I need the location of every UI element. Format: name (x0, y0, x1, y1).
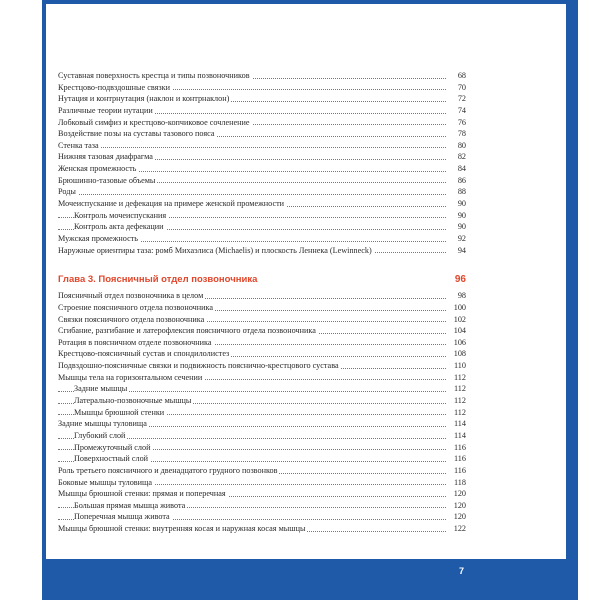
toc-entry-title: Роль третьего поясничного и двенадцатого грудного позвонков (58, 465, 278, 475)
toc-entry-title: Подвздошно-поясничные связки и подвижность пояснично-крестцового сустава (58, 361, 339, 371)
toc-entry-title: Строение поясничного отдела позвоночника (58, 302, 214, 312)
toc-entry-page: 76 (457, 117, 466, 127)
toc-entry-page: 106 (453, 337, 466, 347)
toc-entry[interactable] (58, 360, 466, 372)
toc-entry-page: 112 (454, 407, 466, 417)
toc-entry-page: 90 (457, 222, 466, 232)
toc-entry-page: 98 (457, 291, 466, 301)
toc-entry-page: 100 (453, 302, 466, 312)
toc-entry-title: Ротация в поясничном отделе позвоночника (58, 337, 212, 347)
toc-entry-title: Контроль акта дефекации (74, 222, 164, 232)
toc-entry-page: 116 (454, 442, 466, 452)
toc-entry-page: 70 (457, 82, 466, 92)
toc-entry-page: 90 (457, 210, 466, 220)
toc-entry-page: 104 (453, 326, 466, 336)
toc-entry-title: Боковые мышцы туловища (58, 477, 152, 487)
toc-entry-title: Женская промежность (58, 164, 137, 174)
toc-entry[interactable] (58, 82, 466, 94)
toc-entry-page: 94 (457, 245, 466, 255)
toc-entry-page: 82 (457, 152, 466, 162)
toc-entry-page: 114 (454, 430, 466, 440)
toc-entry-page: 120 (453, 500, 466, 510)
toc-entry-page: 72 (457, 94, 466, 104)
toc-entry-page: 102 (453, 314, 466, 324)
toc-entry-page: 122 (453, 524, 466, 534)
toc-subentry[interactable] (58, 210, 466, 222)
toc-entry-title: Крестцово-поясничный сустав и спондилолистез (58, 349, 230, 359)
toc-entry-page: 74 (457, 105, 466, 115)
toc-entry[interactable] (58, 372, 466, 384)
toc-entry-title: Нижняя тазовая диафрагма (58, 152, 153, 162)
toc-entry-title: Поясничный отдел позвоночника в целом (58, 291, 204, 301)
toc-entry-title: Глубокий слой (74, 430, 126, 440)
toc-entry-title: Лобковый симфиз и крестцово-копчиковое сочленение (58, 117, 250, 127)
toc-entry-page: 110 (454, 361, 466, 371)
toc-entry[interactable] (58, 418, 466, 430)
toc-entry-title: Брюшинно-тазовые объемы (58, 175, 156, 185)
toc-subentry[interactable] (58, 511, 466, 523)
toc-entry-page: 116 (454, 454, 466, 464)
toc-entry-title: Крестцово-подвздошные связки (58, 82, 170, 92)
toc-entry-page: 120 (453, 512, 466, 522)
table-of-contents (58, 70, 466, 535)
toc-entry-page: 118 (454, 477, 466, 487)
toc-entry[interactable] (58, 175, 466, 187)
toc-entry-page: 120 (453, 489, 466, 499)
toc-entry-title: Мочеиспускание и дефекация на примере женской промежности (58, 199, 285, 209)
toc-subentry[interactable] (58, 395, 466, 407)
toc-subentry[interactable] (58, 383, 466, 395)
toc-entry-page: 112 (454, 372, 466, 382)
toc-entry[interactable] (58, 477, 466, 489)
toc-entry[interactable] (58, 337, 466, 349)
toc-subentry[interactable] (58, 407, 466, 419)
toc-entry[interactable] (58, 245, 466, 257)
toc-entry-page: 108 (453, 349, 466, 359)
toc-entry-title: Наружные ориентиры таза: ромб Михаэлиса (Michaelis) и плоскость Леннека (Lewinneck) (58, 245, 372, 255)
toc-entry-title: Сгибание, разгибание и латерофлексия поясничного отдела позвоночника (58, 326, 316, 336)
toc-entry-page: 112 (454, 384, 466, 394)
toc-subentry[interactable] (58, 442, 466, 454)
toc-entry[interactable] (58, 233, 466, 245)
toc-entry[interactable] (58, 151, 466, 163)
toc-entry[interactable] (58, 348, 466, 360)
toc-entry-title: Мышцы брюшной стенки (74, 407, 165, 417)
toc-entry-title: Различные теории нутации (58, 105, 153, 115)
toc-entry-page: 88 (457, 187, 466, 197)
toc-entry[interactable] (58, 70, 466, 82)
toc-entry-page: 90 (457, 199, 466, 209)
toc-entry-title: Суставная поверхность крестца и типы позвоночников (58, 71, 250, 80)
chapter-heading[interactable] (58, 272, 466, 288)
toc-entry-title: Мышцы тела на горизонтальном сечении (58, 372, 203, 382)
toc-entry-title: Мышцы брюшной стенки: внутренняя косая и наружная косая мышцы (58, 524, 306, 534)
toc-entry-page: 78 (457, 129, 466, 139)
toc-entry-title: Воздействие позы на суставы тазового пояса (58, 129, 215, 139)
toc-entry-page: 86 (457, 175, 466, 185)
toc-entry[interactable] (58, 128, 466, 140)
toc-entry-title: Задние мышцы туловища (58, 419, 147, 429)
toc-entry[interactable] (58, 302, 466, 314)
toc-entry[interactable] (58, 523, 466, 535)
toc-entry[interactable] (58, 488, 466, 500)
toc-entry-title: Поверхностный слой (74, 454, 149, 464)
toc-entry-page: 116 (454, 465, 466, 475)
toc-entry-page: 92 (457, 233, 466, 243)
toc-entry-title: Мужская промежность (58, 233, 139, 243)
toc-entry[interactable] (58, 465, 466, 477)
chapter-page: 96 (454, 274, 466, 286)
toc-subentry[interactable] (58, 453, 466, 465)
toc-entry-page: 80 (457, 140, 466, 150)
toc-entry-page: 112 (454, 396, 466, 406)
toc-entry[interactable] (58, 93, 466, 105)
toc-entry[interactable] (58, 198, 466, 210)
toc-entry[interactable] (58, 314, 466, 326)
toc-entry[interactable] (58, 140, 466, 152)
toc-subentry[interactable] (58, 500, 466, 512)
toc-entry[interactable] (58, 117, 466, 129)
toc-entry-page: 84 (457, 164, 466, 174)
toc-entry[interactable] (58, 325, 466, 337)
toc-entry-title: Поперечная мышца живота (74, 512, 170, 522)
toc-entry[interactable] (58, 105, 466, 117)
toc-entry-title: Контроль мочеиспускания (74, 210, 167, 220)
toc-entry-title: Связки поясничного отдела позвоночника (58, 314, 205, 324)
toc-entry[interactable] (58, 186, 466, 198)
toc-entry-title: Роды (58, 187, 76, 197)
toc-entry-title: Задние мышцы (74, 384, 128, 394)
toc-entry[interactable] (58, 290, 466, 302)
toc-entry-title: Нутация и контрнутация (наклон и контрнаклон) (58, 94, 230, 104)
toc-entry-title: Стенка таза (58, 140, 99, 150)
toc-entry-title: Мышцы брюшной стенки: прямая и поперечная (58, 489, 226, 499)
page-number: 7 (459, 566, 465, 576)
toc-subentry[interactable] (58, 221, 466, 233)
toc-entry-title: Промежуточный слой (74, 442, 151, 452)
toc-entry-title: Большая прямая мышца живота (74, 500, 186, 510)
toc-entry-page: 114 (454, 419, 466, 429)
chapter-title: Глава 3. Поясничный отдел позвоночника (58, 274, 258, 286)
toc-entry-title: Латерально-позвоночные мышцы (74, 396, 192, 406)
toc-subentry[interactable] (58, 430, 466, 442)
toc-entry-page: 68 (457, 71, 466, 80)
toc-entry[interactable] (58, 163, 466, 175)
